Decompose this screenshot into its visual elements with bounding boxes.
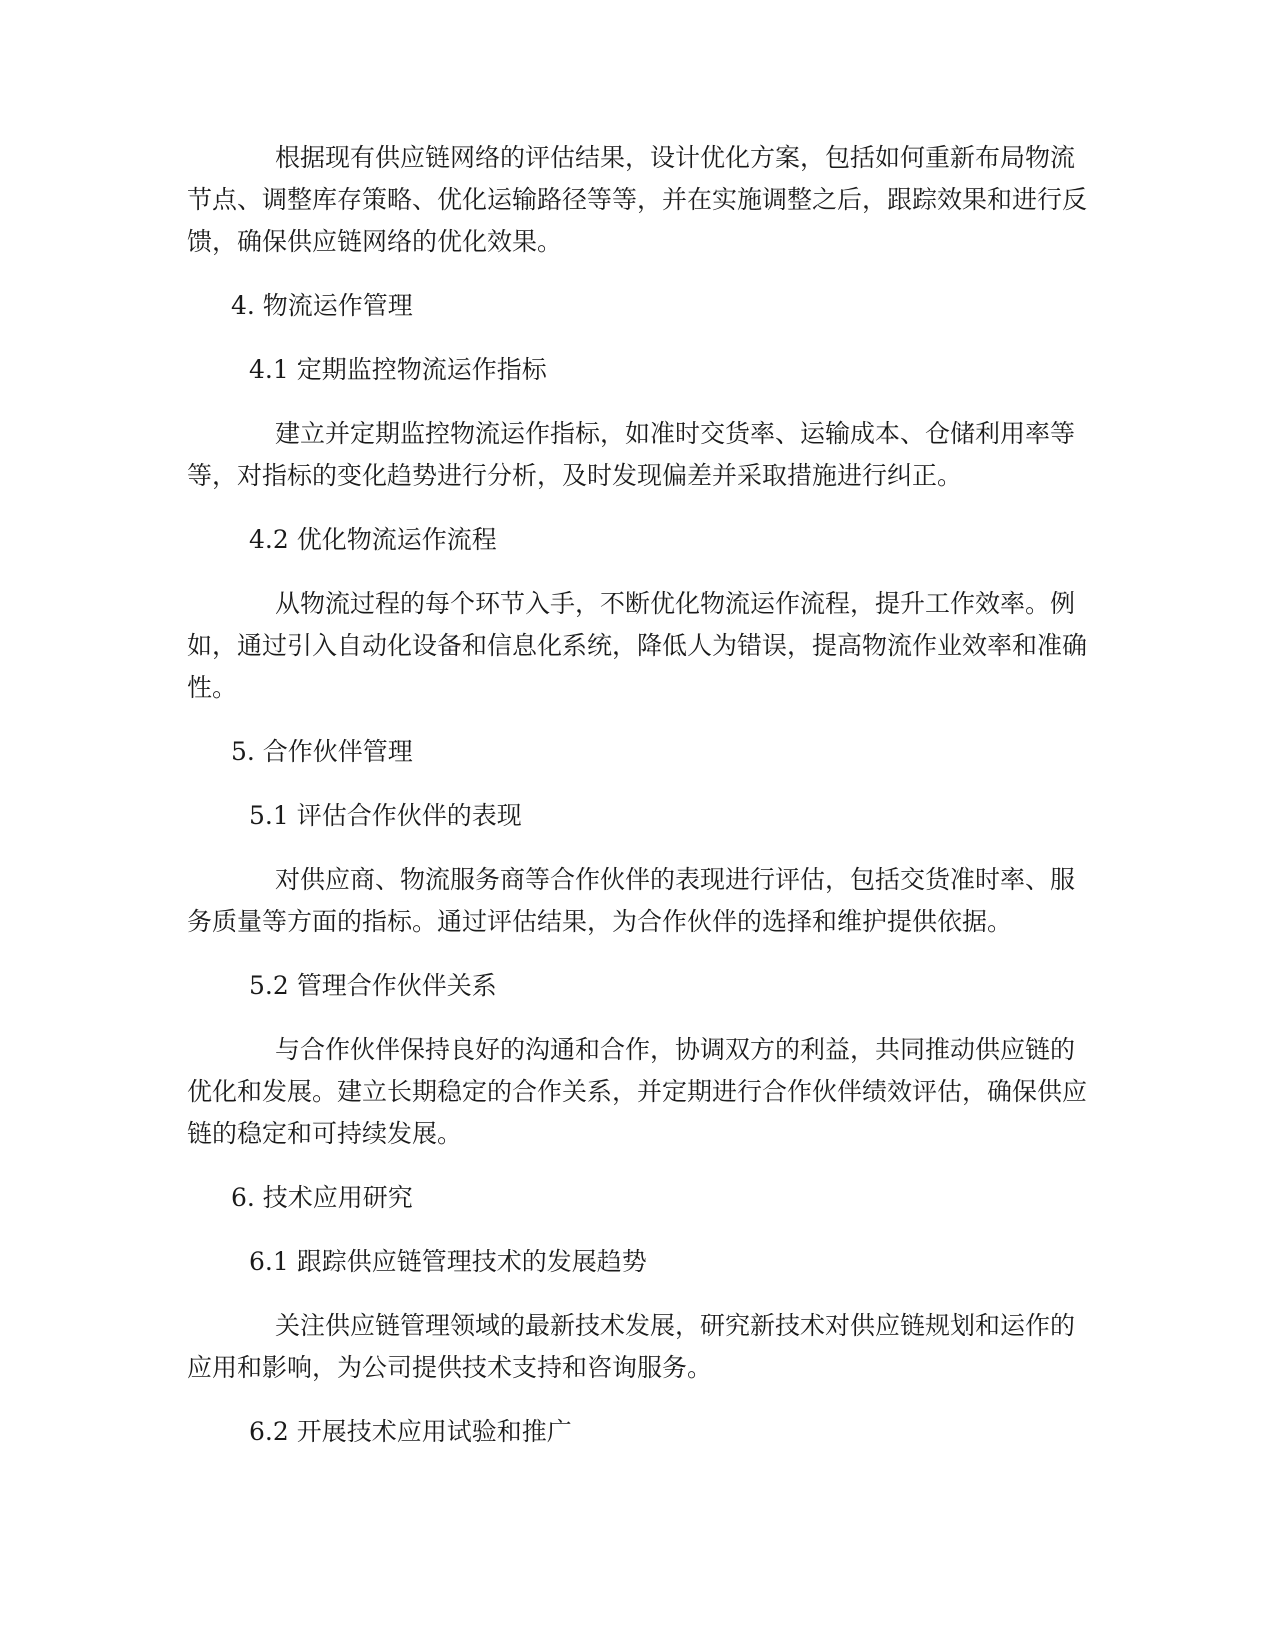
heading-logistics-operations: 4. 物流运作管理 xyxy=(231,291,413,320)
paragraph-optimize-process: 从物流过程的每个环节入手，不断优化物流运作流程，提升工作效率。例如，通过引入自动化设备和信息化系统，降低人为错误，提高物流作业效率和准确性。 xyxy=(187,589,1088,702)
paragraph-manage-relationships: 与合作伙伴保持良好的沟通和合作，协调双方的利益，共同推动供应链的优化和发展。建立长期稳定的合作关系，并定期进行合作伙伴绩效评估，确保供应链的稳定和可持续发展。 xyxy=(187,1035,1088,1148)
paragraph-monitor-indicators: 建立并定期监控物流运作指标，如准时交货率、运输成本、仓储利用率等等，对指标的变化趋势进行分析，及时发现偏差并采取措施进行纠正。 xyxy=(187,419,1076,490)
document-body xyxy=(187,137,1092,1475)
paragraph-track-trends: 关注供应链管理领域的最新技术发展，研究新技术对供应链规划和运作的应用和影响，为公司提供技术支持和咨询服务。 xyxy=(187,1311,1076,1382)
subheading-evaluate-partners: 5.1 评估合作伙伴的表现 xyxy=(249,801,522,830)
subheading-tech-trials: 6.2 开展技术应用试验和推广 xyxy=(249,1417,572,1446)
subheading-track-trends: 6.1 跟踪供应链管理技术的发展趋势 xyxy=(249,1247,647,1276)
subheading-monitor-indicators: 4.1 定期监控物流运作指标 xyxy=(249,355,547,384)
subheading-optimize-process: 4.2 优化物流运作流程 xyxy=(249,525,497,554)
heading-partner-management: 5. 合作伙伴管理 xyxy=(231,737,413,766)
subheading-manage-relationships: 5.2 管理合作伙伴关系 xyxy=(249,971,497,1000)
paragraph-network-optimization: 根据现有供应链网络的评估结果，设计优化方案，包括如何重新布局物流节点、调整库存策略、优化运输路径等等，并在实施调整之后，跟踪效果和进行反馈，确保供应链网络的优化效果。 xyxy=(187,143,1088,256)
heading-technology-research: 6. 技术应用研究 xyxy=(231,1183,413,1212)
paragraph-evaluate-partners: 对供应商、物流服务商等合作伙伴的表现进行评估，包括交货准时率、服务质量等方面的指标。通过评估结果，为合作伙伴的选择和维护提供依据。 xyxy=(187,865,1076,936)
